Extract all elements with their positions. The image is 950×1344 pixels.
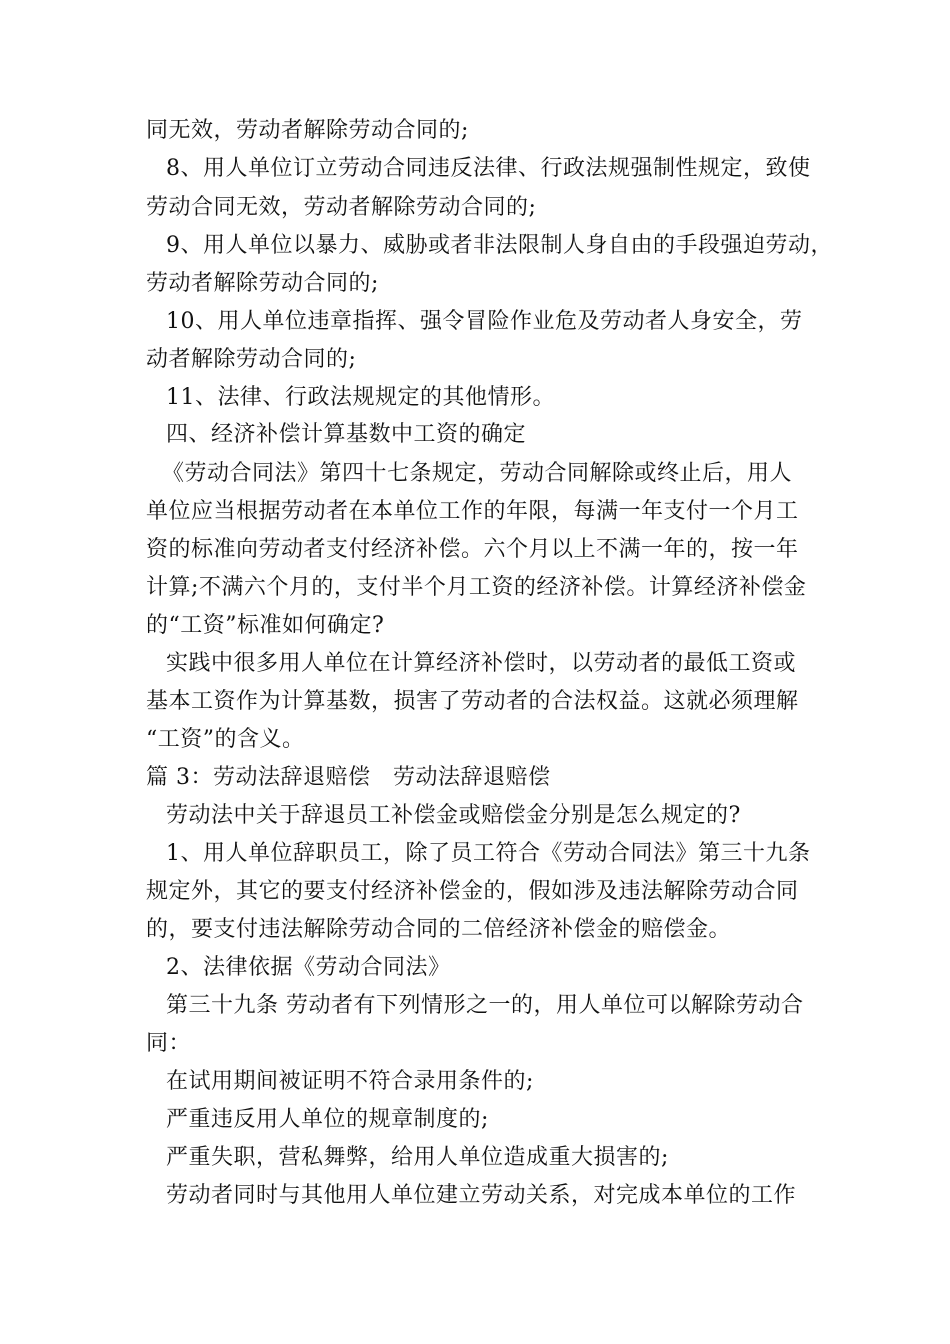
text-line: 规定外，其它的要支付经济补偿金的，假如涉及违法解除劳动合同 [146, 879, 799, 904]
text-line: 计算;不满六个月的，支付半个月工资的经济补偿。计算经济补偿金 [146, 575, 807, 600]
text-line: 严重违反用人单位的规章制度的; [166, 1107, 489, 1132]
text-line: 资的标准向劳动者支付经济补偿。六个月以上不满一年的，按一年 [146, 537, 799, 562]
text-line: 10、用人单位违章指挥、强令冒险作业危及劳动者人身安全，劳 [166, 309, 803, 334]
text-line: 单位应当根据劳动者在本单位工作的年限，每满一年支付一个月工 [146, 499, 799, 524]
text-line: 同： [146, 1031, 192, 1056]
text-line: 1、用人单位辞职员工，除了员工符合《劳动合同法》第三十九条 [166, 841, 811, 866]
text-line: 实践中很多用人单位在计算经济补偿时，以劳动者的最低工资或 [166, 651, 797, 676]
text-line: 9、用人单位以暴力、威胁或者非法限制人身自由的手段强迫劳动， [166, 233, 833, 258]
text-line: 的“工资”标准如何确定? [146, 613, 385, 638]
text-line: 劳动合同无效，劳动者解除劳动合同的; [146, 195, 537, 220]
text-line: 严重失职，营私舞弊，给用人单位造成重大损害的; [166, 1145, 669, 1170]
text-line: 在试用期间被证明不符合录用条件的; [166, 1069, 534, 1094]
text-line: 11、法律、行政法规规定的其他情形。 [166, 385, 555, 410]
text-line: 8、用人单位订立劳动合同违反法律、行政法规强制性规定，致使 [166, 156, 811, 181]
text-line: 劳动者同时与其他用人单位建立劳动关系，对完成本单位的工作 [166, 1183, 797, 1208]
article-title: 篇 3：劳动法辞退赔偿 劳动法辞退赔偿 [146, 765, 551, 790]
text-line: 《劳动合同法》第四十七条规定，劳动合同解除或终止后，用人 [162, 461, 793, 486]
text-line: 劳动者解除劳动合同的; [146, 271, 379, 296]
section-heading: 四、经济补偿计算基数中工资的确定 [166, 422, 527, 447]
text-line: “工资”的含义。 [146, 727, 305, 752]
text-line: 的，要支付违法解除劳动合同的二倍经济补偿金的赔偿金。 [146, 917, 732, 942]
text-line: 动者解除劳动合同的; [146, 347, 357, 372]
text-line: 劳动法中关于辞退员工补偿金或赔偿金分别是怎么规定的? [166, 803, 741, 828]
text-line: 第三十九条 劳动者有下列情形之一的，用人单位可以解除劳动合 [166, 993, 804, 1018]
text-line: 基本工资作为计算基数，损害了劳动者的合法权益。这就必须理解 [146, 689, 799, 714]
text-line: 同无效，劳动者解除劳动合同的; [146, 118, 469, 143]
text-line: 2、法律依据《劳动合同法》 [166, 955, 451, 980]
